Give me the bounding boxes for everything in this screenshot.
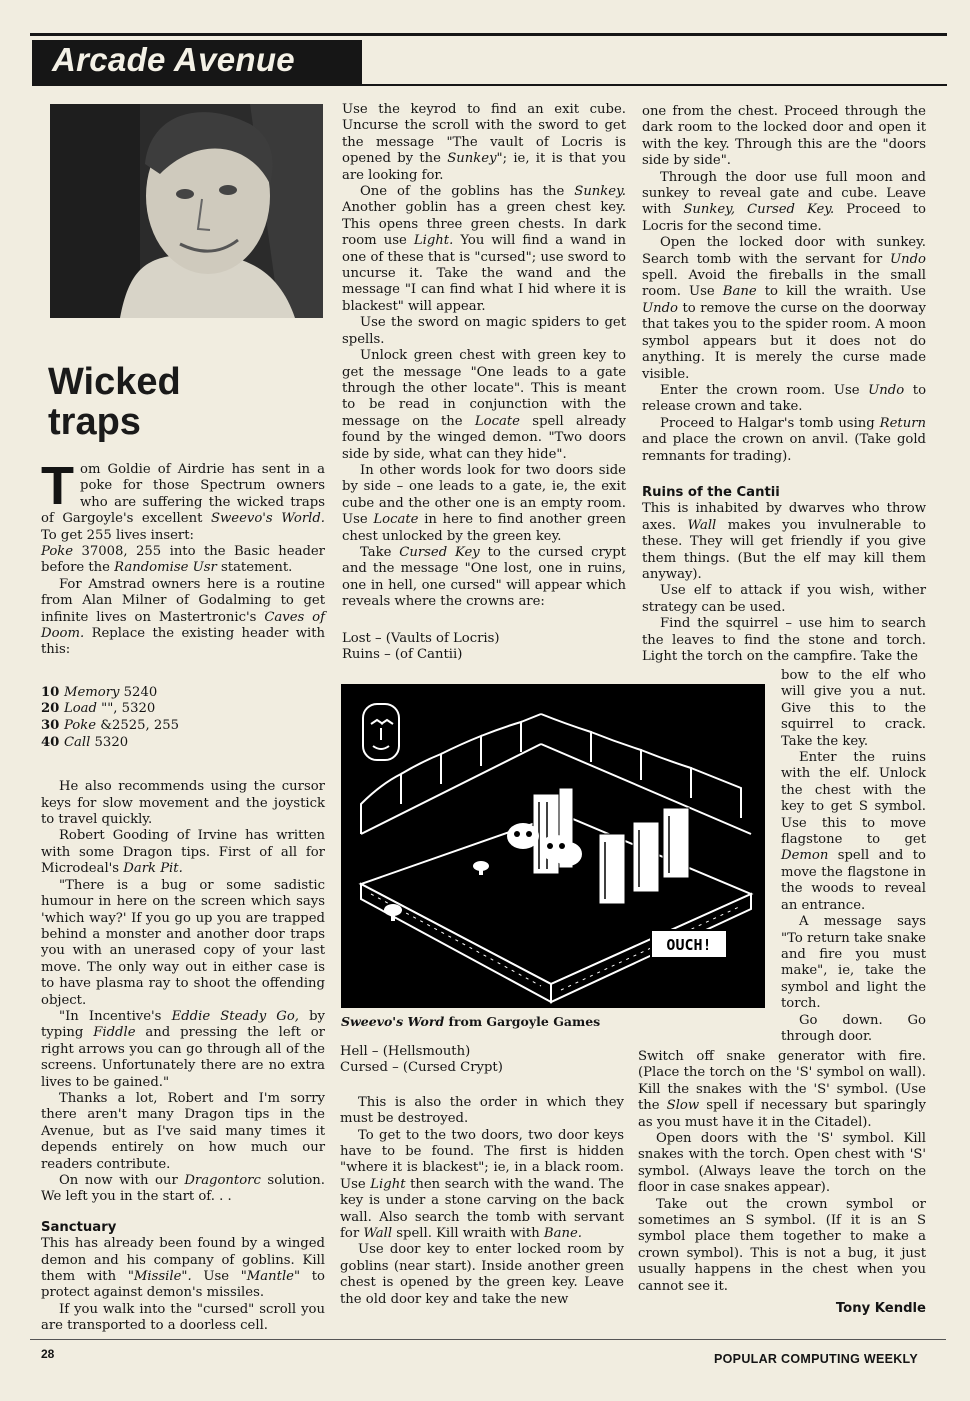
paragraph: Unlock green chest with green key to get the message "One leads to a gate through the other locate". This is meant to be read in conjunction with the message on the Locate spell already found by the winged demon. "Two doors side by side, what can they hide". xyxy=(342,348,626,462)
paragraph: Proceed to Halgar's tomb using Return and place the crown on anvil. (Take gold remnants for trading). xyxy=(642,415,926,464)
paragraph: Enter the ruins with the elf. Unlock the chest with the key to get S symbol. Use this to move flagstone to get Demon spell and to move the flagstone in the woods to reveal an entrance. xyxy=(781,750,926,913)
paragraph: Use door key to enter locked room by goblins (near start). Inside another green chest is opened by the green key. Leave the old door key and take the new xyxy=(340,1242,624,1307)
paragraph: "There is a bug or some sadistic humour in here on the screen which says 'which way?' If you go up you are trapped behind a monster and another door traps you with an unerased copy of your last move. The only way out in either case is to have plasma ray to shoot the offending object. xyxy=(41,877,325,1008)
paragraph: This is inhabited by dwarves who throw axes. Wall makes you invulnerable to these. They will get friendly if you give them things. (But the elf may kill them anyway). xyxy=(642,501,926,582)
paragraph: Open doors with the 'S' symbol. Kill snakes with the torch. Open chest with 'S' symbol. (Always leave the torch on the floor in case snakes appear). xyxy=(638,1131,926,1196)
paragraph: A message says "To return take snake and fire you must make", ie, take the symbol and light the torch. xyxy=(781,914,926,1012)
paragraph: one from the chest. Proceed through the dark room to the locked door and open it with the key. Through this are the "doors side by side". xyxy=(642,104,926,169)
publication-name: POPULAR COMPUTING WEEKLY xyxy=(714,1352,918,1366)
drop-cap: T xyxy=(41,456,74,516)
paragraph: Use elf to attack if you wish, wither strategy can be used. xyxy=(642,583,926,615)
headline-line-1: Wicked xyxy=(48,361,181,403)
crown-list-item: Lost – (Vaults of Locris) xyxy=(342,630,500,646)
column-3-continued xyxy=(638,1049,926,1318)
column-2 xyxy=(342,102,626,663)
paragraph: Open the locked door with sunkey. Search tomb with the servant for Undo spell. Avoid the fireballs in the small room. Use Bane to kill the wraith. Use Undo to remove the curse on the doorway that takes you to the spider room. A moon symbol appears but it does not do anything. It is merely the curse made visible. xyxy=(642,235,926,382)
crown-list-item: Cursed – (Cursed Crypt) xyxy=(340,1060,503,1076)
subhead-ruins: Ruins of the Cantii xyxy=(642,484,780,500)
figure-caption: Sweevo's Word from Gargoyle Games xyxy=(341,1014,601,1029)
paragraph: Use the keyrod to find an exit cube. Uncurse the scroll with the sword to get the message "The vault of Locris is opened by the Sunkey"; ie, it is that you are looking for. xyxy=(342,102,626,183)
paragraph: Take out the crown symbol or sometimes an S symbol. (If it is an S symbol place them together to make a crown symbol). This is not a bug, it just usually happens in the chest when you cannot see it. xyxy=(638,1196,926,1294)
column-3-wrap xyxy=(781,668,926,1045)
article-headline xyxy=(48,362,181,442)
column-3 xyxy=(642,104,926,665)
sweevos-world-scene xyxy=(341,684,765,1008)
paragraph: Take Cursed Key to the cursed crypt and the message "One lost, one in ruins, one in hell, one cursed" will appear which reveals where the crowns are: xyxy=(342,544,626,610)
paragraph: To get to the two doors, two door keys have to be found. The first is hidden "where it is blackest"; ie, in a black room. Use Light then search with the wand. The key is under a stone carving on the back wall. Also search the tomb with servant for Wall spell. Kill wraith with Bane. xyxy=(340,1127,624,1242)
intro-paragraph: Tom Goldie of Airdrie has sent in a poke for those Spectrum owners who are suffering the wicked traps of Gargoyle's excellent Sweevo's World. To get 255 lives insert: xyxy=(41,456,325,543)
paragraph: "In Incentive's Eddie Steady Go, by typing Fiddle and pressing the left or right arrows you can go through all of the screens. Unfortunately there are no extra lives to be gained." xyxy=(41,1008,325,1090)
paragraph: Robert Gooding of Irvine has written with some Dragon tips. First of all for Microdeal's Dark Pit. xyxy=(41,828,325,877)
paragraph: This has already been found by a winged demon and his company of goblins. Kill them with "Missile". Use "Mantle" to protect against demon's missiles. xyxy=(41,1236,325,1301)
paragraph: In other words look for two doors side by side – one leads to a gate, ie, the exit cube and the other one is an empty room. Use Locate in here to find another green chest unlocked by the green key. xyxy=(342,462,626,544)
portrait-image xyxy=(50,104,323,318)
footer-rule xyxy=(30,1339,946,1340)
column-2-continued xyxy=(340,1044,624,1308)
paragraph: Through the door use full moon and sunkey to reveal gate and cube. Leave with Sunkey, Cursed Key. Proceed to Locris for the second time. xyxy=(642,169,926,234)
paragraph: Enter the crown room. Use Undo to release crown and take. xyxy=(642,382,927,415)
top-rule xyxy=(30,33,947,36)
paragraph: For Amstrad owners here is a routine from Alan Milner of Godalming to get infinite lives on Mastertronic's Caves of Doom. Replace the existing header with this: xyxy=(41,576,325,658)
paragraph: Thanks a lot, Robert and I'm sorry there aren't many Dragon tips in the Avenue, but as I've said many times it depends entirely on how much our readers contribute. xyxy=(41,1090,325,1172)
crown-list-item: Hell – (Hellsmouth) xyxy=(340,1044,471,1059)
paragraph: Go down. Go through door. xyxy=(781,1012,926,1044)
paragraph: On now with our Dragontorc solution. We left you in the start of. . . xyxy=(41,1173,325,1205)
crown-list-item: Ruins – (of Cantii) xyxy=(342,647,463,662)
section-title: Arcade Avenue xyxy=(52,41,295,78)
paragraph: Use the sword on magic spiders to get spells. xyxy=(342,315,626,347)
headline-line-2: traps xyxy=(48,401,141,443)
game-screenshot xyxy=(341,684,765,1008)
paragraph: One of the goblins has the Sunkey. Another goblin has a green chest key. This opens three green chests. In dark room use Light. You will find a wand in one of these that is "cursed"; use sword to uncurse it. Take the wand and the message "I can find what I hid where it is blackest" will appear. xyxy=(342,184,626,314)
code-listing: 10 Memory 5240 20 Load "", 5320 30 Poke &2525, 255 40 Call 5320 xyxy=(41,684,180,750)
banner-rule xyxy=(362,84,947,86)
page-number: 28 xyxy=(41,1347,55,1361)
paragraph: He also recommends using the cursor keys for slow movement and the joystick to travel quickly. xyxy=(41,779,325,828)
paragraph: This is also the order in which they must be destroyed. xyxy=(340,1094,624,1127)
paragraph: Switch off snake generator with fire. (Place the torch on the 'S' symbol on wall). Kill the snakes with the 'S' symbol. (Use the Slow spell if necessary but sparingly as you must have it in the Citadel). xyxy=(638,1049,927,1130)
paragraph: bow to the elf who will give you a nut. Give this to the squirrel to crack. Take the key. xyxy=(781,668,926,749)
section-banner xyxy=(32,40,362,86)
author-photo xyxy=(50,104,323,318)
ouch-text: OUCH! xyxy=(666,936,712,954)
column-1 xyxy=(41,456,325,1335)
author-credit: Tony Kendle xyxy=(835,1301,926,1317)
subhead-sanctuary: Sanctuary xyxy=(41,1219,117,1235)
paragraph: Poke 37008, 255 into the Basic header before the Randomise Usr statement. xyxy=(41,544,325,576)
paragraph: Find the squirrel – use him to search the leaves to find the stone and torch. Light the torch on the campfire. Take the xyxy=(642,616,926,664)
paragraph: If you walk into the "cursed" scroll you are transported to a doorless cell. xyxy=(41,1301,325,1334)
